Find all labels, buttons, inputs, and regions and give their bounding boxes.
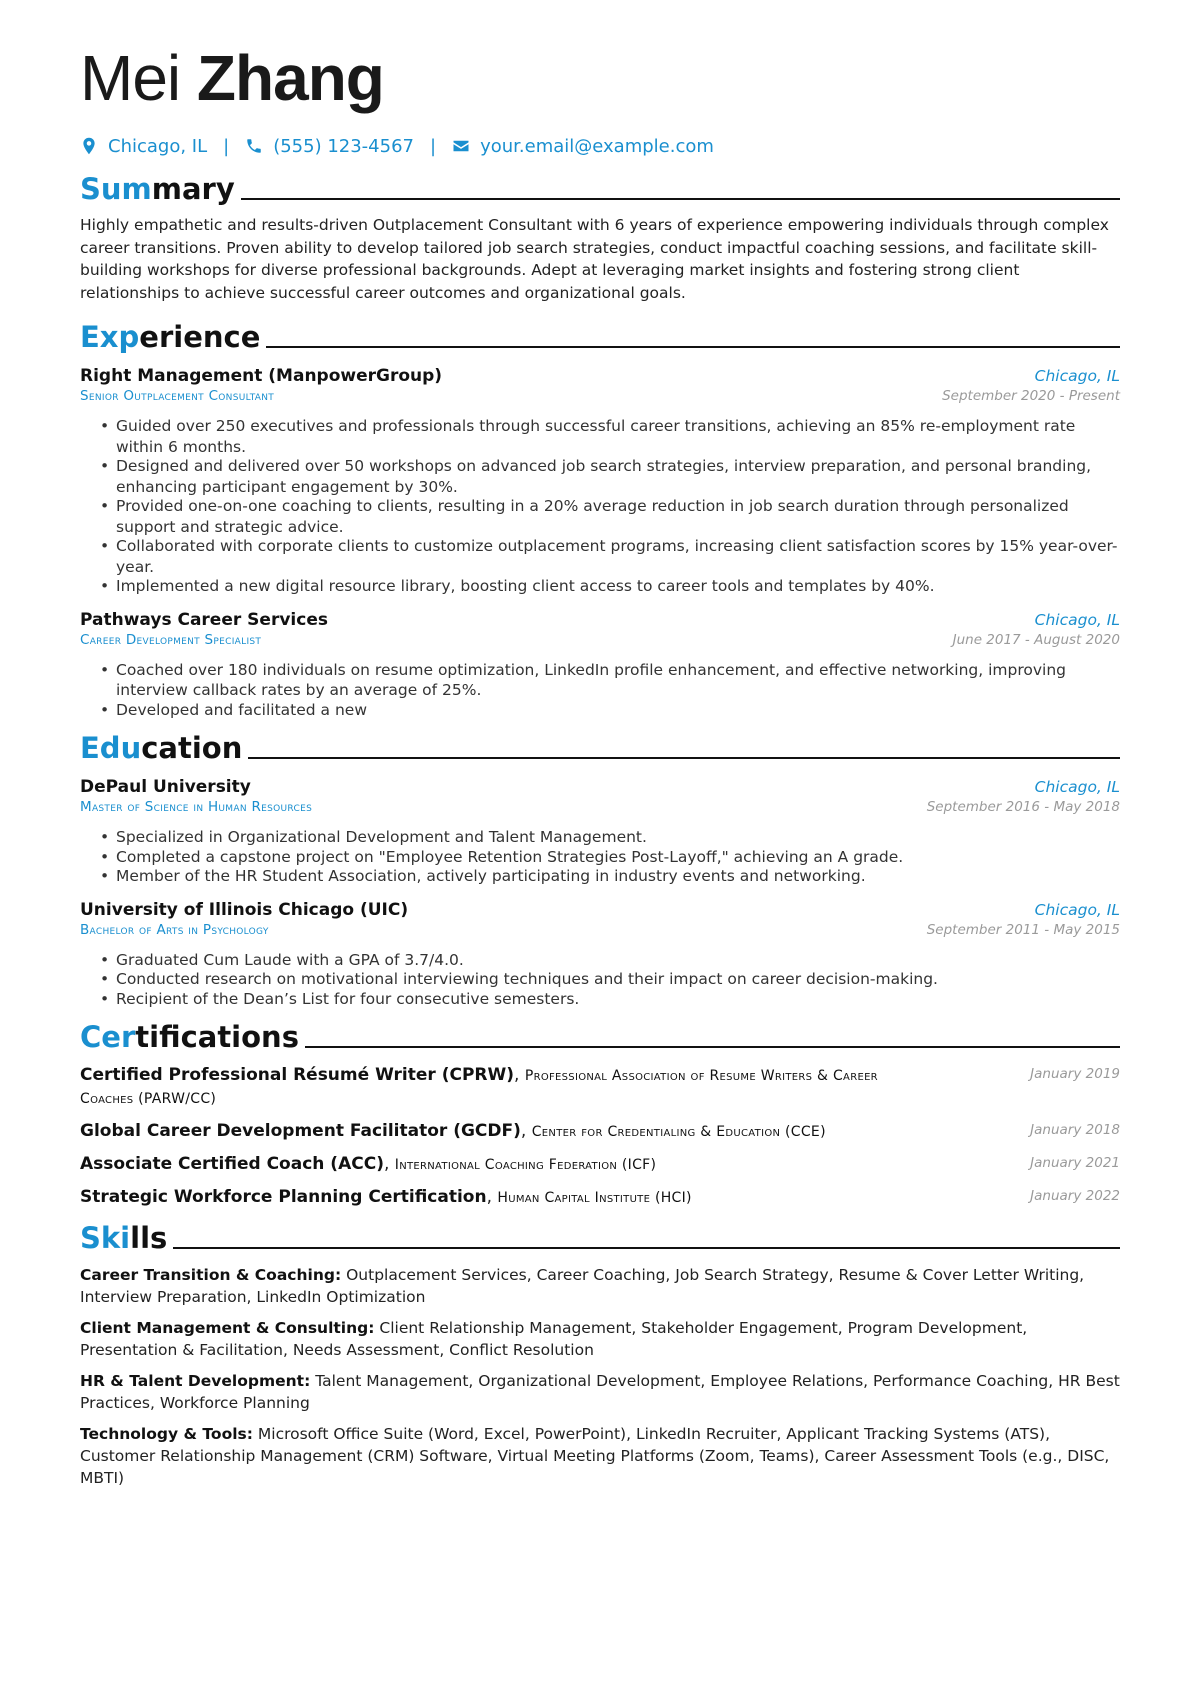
contact-line xyxy=(80,132,1120,160)
certification-issuer: Human Capital Institute (HCI) xyxy=(497,1190,692,1206)
certification-date: January 2022 xyxy=(1030,1188,1120,1204)
list-item: • Implemented a new digital resource library, boosting client access to career tools and templates by 40%. xyxy=(100,576,1120,597)
contact-email[interactable] xyxy=(452,136,714,157)
degree-title: Bachelor of Arts in Psychology xyxy=(80,921,269,938)
section-title: Skills xyxy=(80,1221,168,1255)
certification-name: Certified Professional Résumé Writer (CPRW) xyxy=(80,1065,515,1085)
education-entry xyxy=(80,900,1120,1010)
list-item: • Guided over 250 executives and professionals through successful career transitions, achieving an 85% re-employment rate within 6 months. xyxy=(100,416,1120,457)
last-name: Zhang xyxy=(196,42,384,114)
entry-dates: June 2017 - August 2020 xyxy=(952,631,1120,648)
experience-heading xyxy=(80,318,1120,354)
skill-group xyxy=(80,1264,1120,1308)
entry-location: Chicago, IL xyxy=(1034,610,1120,629)
certifications-heading xyxy=(80,1018,1120,1054)
certification-name: Strategic Workforce Planning Certification xyxy=(80,1187,487,1207)
entry-location: Chicago, IL xyxy=(1034,900,1120,919)
skill-items: Microsoft Office Suite (Word, Excel, PowerPoint), LinkedIn Recruiter, Applicant Tracking Systems (ATS), Customer Relationship Management (CRM) Software, Virtual Meeting Platforms (Zoom, Teams), Career Assessment Tools (e.g., DISC, MBTI) xyxy=(80,1425,1110,1487)
skill-category: Career Transition & Coaching: xyxy=(80,1266,342,1284)
entry-dates: September 2011 - May 2015 xyxy=(926,921,1120,938)
employer-name: Pathways Career Services xyxy=(80,609,328,630)
list-item: • Conducted research on motivational interviewing techniques and their impact on career decision-making. xyxy=(100,969,1120,990)
degree-title: Master of Science in Human Resources xyxy=(80,799,313,815)
section-title: Summary xyxy=(80,172,235,206)
entry-dates: September 2020 - Present xyxy=(942,388,1120,404)
section-rule xyxy=(173,1247,1120,1249)
job-title: Career Development Specialist xyxy=(80,631,262,648)
skill-group xyxy=(80,1370,1120,1414)
certification-name: Associate Certified Coach (ACC) xyxy=(80,1154,384,1174)
school-name: University of Illinois Chicago (UIC) xyxy=(80,899,409,920)
entry-location: Chicago, IL xyxy=(1034,778,1120,796)
section-rule xyxy=(305,1046,1120,1048)
contact-location xyxy=(80,136,207,157)
location-text: Chicago, IL xyxy=(108,135,208,157)
skill-category: HR & Talent Development: xyxy=(80,1372,311,1390)
skill-group xyxy=(80,1423,1120,1489)
certification-name: Global Career Development Facilitator (GCDF) xyxy=(80,1121,521,1141)
entry-dates: September 2016 - May 2018 xyxy=(926,799,1120,815)
job-title: Senior Outplacement Consultant xyxy=(80,388,275,404)
bullet-list xyxy=(80,660,1120,721)
certification-item: Strategic Workforce Planning Certification, Human Capital Institute (HCI) January 2022 xyxy=(80,1187,1120,1207)
envelope-icon xyxy=(452,137,470,155)
certification-issuer: Professional Association of Resume Writers & Career Coaches (PARW/CC) xyxy=(80,1068,878,1107)
section-rule xyxy=(241,198,1120,200)
skill-items: Talent Management, Organizational Development, Employee Relations, Performance Coaching, HR Best Practices, Workforce Planning xyxy=(80,1372,1120,1412)
phone-icon xyxy=(245,137,263,155)
contact-phone[interactable] xyxy=(245,136,414,157)
list-item: • Specialized in Organizational Development and Talent Management. xyxy=(100,827,1120,848)
bullet-list xyxy=(80,827,1120,887)
first-name: Mei xyxy=(80,42,181,114)
list-item: • Developed and facilitated a new xyxy=(100,700,1120,721)
entry-location: Chicago, IL xyxy=(1034,367,1120,385)
list-item: • Completed a capstone project on "Employee Retention Strategies Post-Layoff," achieving an A grade. xyxy=(100,847,1120,868)
list-item: • Recipient of the Dean’s List for four consecutive semesters. xyxy=(100,989,1120,1010)
phone-text: (555) 123-4567 xyxy=(273,135,414,157)
list-item: • Provided one-on-one coaching to clients, resulting in a 20% average reduction in job search duration through personalized support and strategic advice. xyxy=(100,496,1120,537)
experience-entry xyxy=(80,366,1120,597)
certification-item: Associate Certified Coach (ACC), International Coaching Federation (ICF) January 2021 xyxy=(80,1154,1120,1174)
skill-items: Client Relationship Management, Stakeholder Engagement, Program Development, Presentation & Facilitation, Needs Assessment, Conflict Resolution xyxy=(80,1319,1028,1359)
employer-name: Right Management (ManpowerGroup) xyxy=(80,366,443,386)
certification-issuer: International Coaching Federation (ICF) xyxy=(394,1157,657,1173)
section-rule xyxy=(266,346,1120,348)
section-title: Certifications xyxy=(80,1020,299,1054)
skill-category: Client Management & Consulting: xyxy=(80,1319,375,1337)
bullet-list xyxy=(80,416,1120,597)
section-title: Education xyxy=(80,731,243,765)
skill-items: Outplacement Services, Career Coaching, Job Search Strategy, Resume & Cover Letter Writing, Interview Preparation, LinkedIn Optimization xyxy=(80,1266,1085,1306)
certification-issuer: Center for Credentialing & Education (CCE) xyxy=(531,1124,826,1140)
summary-text: Highly empathetic and results-driven Outplacement Consultant with 6 years of experience empowering individuals through complex career transitions. Proven ability to develop tailored job search strategies, conduct impactful coaching sessions, and facilitate skill-building workshops for diverse professional backgrounds. Adept at leveraging market insights and fostering strong client relationships to achieve successful career outcomes and organizational goals. xyxy=(80,216,1109,302)
skill-group xyxy=(80,1317,1120,1361)
certification-date: January 2021 xyxy=(1030,1155,1120,1171)
skills-heading xyxy=(80,1219,1120,1255)
certification-item: Certified Professional Résumé Writer (CPRW), Professional Association of Resume Writers & Career Coaches (PARW/CC) January 2019 xyxy=(80,1065,1120,1107)
education-entry xyxy=(80,777,1120,887)
list-item: • Designed and delivered over 50 workshops on advanced job search strategies, interview preparation, and personal branding, enhancing participant engagement by 30%. xyxy=(100,456,1120,497)
certification-item: Global Career Development Facilitator (GCDF), Center for Credentialing & Education (CCE) January 2018 xyxy=(80,1121,1120,1141)
certification-date: January 2018 xyxy=(1030,1122,1120,1138)
section-title: Experience xyxy=(80,320,261,354)
contact-separator: | xyxy=(430,135,437,157)
school-name: DePaul University xyxy=(80,777,251,797)
skill-category: Technology & Tools: xyxy=(80,1425,253,1443)
list-item: • Coached over 180 individuals on resume optimization, LinkedIn profile enhancement, and effective networking, improving interview callback rates by an average of 25%. xyxy=(100,660,1120,701)
certification-date: January 2019 xyxy=(1030,1066,1120,1082)
map-pin-icon xyxy=(80,137,98,155)
candidate-name xyxy=(80,38,1120,118)
contact-separator: | xyxy=(223,135,230,157)
list-item: • Graduated Cum Laude with a GPA of 3.7/4.0. xyxy=(100,950,1120,971)
experience-entry xyxy=(80,610,1120,721)
bullet-list xyxy=(80,950,1120,1010)
section-rule xyxy=(248,757,1120,759)
summary-heading xyxy=(80,170,1120,206)
education-heading xyxy=(80,729,1120,765)
list-item: • Member of the HR Student Association, actively participating in industry events and networking. xyxy=(100,866,1120,887)
list-item: • Collaborated with corporate clients to customize outplacement programs, increasing client satisfaction scores by 15% year-over-year. xyxy=(100,536,1120,577)
email-link: your.email@example.com xyxy=(480,135,714,157)
